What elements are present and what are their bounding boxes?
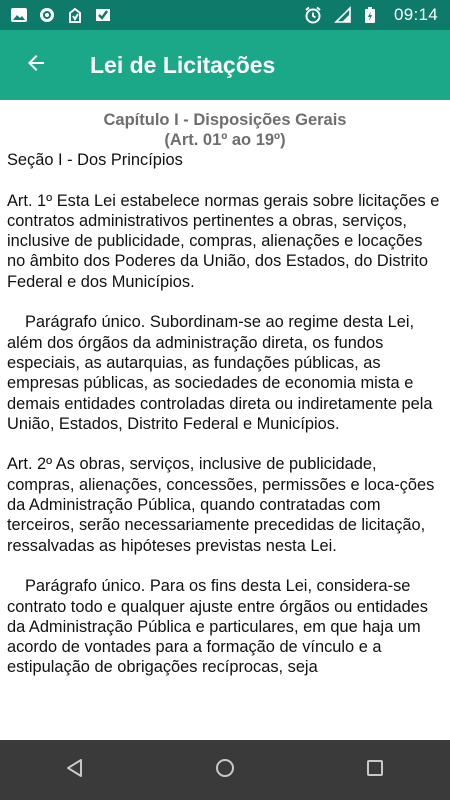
article-1: Art. 1º Esta Lei estabelece normas gerais sobre licitações e contratos administrativos pertinentes a obras, serviços, inclusive de publicidade, compras, alienações e locações no âmbito dos Poderes da União, dos Estados, do Distrito Federal e dos Municípios. xyxy=(7,191,440,291)
chapter-range: (Art. 01º ao 19º) xyxy=(164,131,286,149)
nav-back-button[interactable] xyxy=(55,750,95,790)
clock-time: 09:14 xyxy=(393,5,438,24)
wifi-icon xyxy=(334,6,352,24)
app-bar xyxy=(0,30,450,100)
article-1-paragraph: Parágrafo único. Subordinam-se ao regime desta Lei, além dos órgãos da administração direta, os fundos especiais, as autarquias, as fundações públicas, as empresas públicas, as sociedades de economia mista e demais entidades controladas direta ou indiretamente pela União, Estados, Distrito Federal e Municípios. xyxy=(7,313,433,433)
battery-charging-icon xyxy=(364,6,382,24)
check-icon xyxy=(94,6,112,24)
section-title: Seção I - Dos Princípios xyxy=(7,151,183,169)
navigation-bar xyxy=(0,740,450,800)
nav-home-button[interactable] xyxy=(205,750,245,790)
alarm-icon xyxy=(304,6,322,24)
article-2-paragraph: Parágrafo único. Para os fins desta Lei, considera-se contrato todo e qualquer ajuste entre órgãos ou entidades da Administração Pública e particulares, em que haja um acordo de vontades para a formação de vínculo e a estipulação de obrigações recíprocas, seja xyxy=(7,577,428,676)
status-left-icons xyxy=(0,6,112,24)
recents-square-icon xyxy=(365,758,385,783)
image-icon xyxy=(10,6,28,24)
arrow-left-icon xyxy=(24,51,48,80)
status-right-icons xyxy=(304,5,450,25)
page-title: Lei de Licitações xyxy=(90,51,276,78)
law-text-view[interactable] xyxy=(0,100,450,676)
back-triangle-icon xyxy=(64,757,86,784)
home-circle-icon xyxy=(214,757,236,784)
nav-recents-button[interactable] xyxy=(355,750,395,790)
chapter-title: Capítulo I - Disposições Gerais xyxy=(103,111,347,129)
status-bar xyxy=(0,0,450,30)
debug-icon xyxy=(66,6,84,24)
law-body xyxy=(0,150,450,676)
article-2: Art. 2º As obras, serviços, inclusive de publicidade, compras, alienações, concessões, permissões e loca-ções da Administração Pública, quando contratadas com terceiros, serão necessariamente precedidas de licitação, ressalvadas as hipóteses previstas nesta Lei. xyxy=(7,455,435,555)
back-button[interactable] xyxy=(8,37,64,93)
chapter-heading xyxy=(0,110,450,150)
sync-icon xyxy=(38,6,56,24)
